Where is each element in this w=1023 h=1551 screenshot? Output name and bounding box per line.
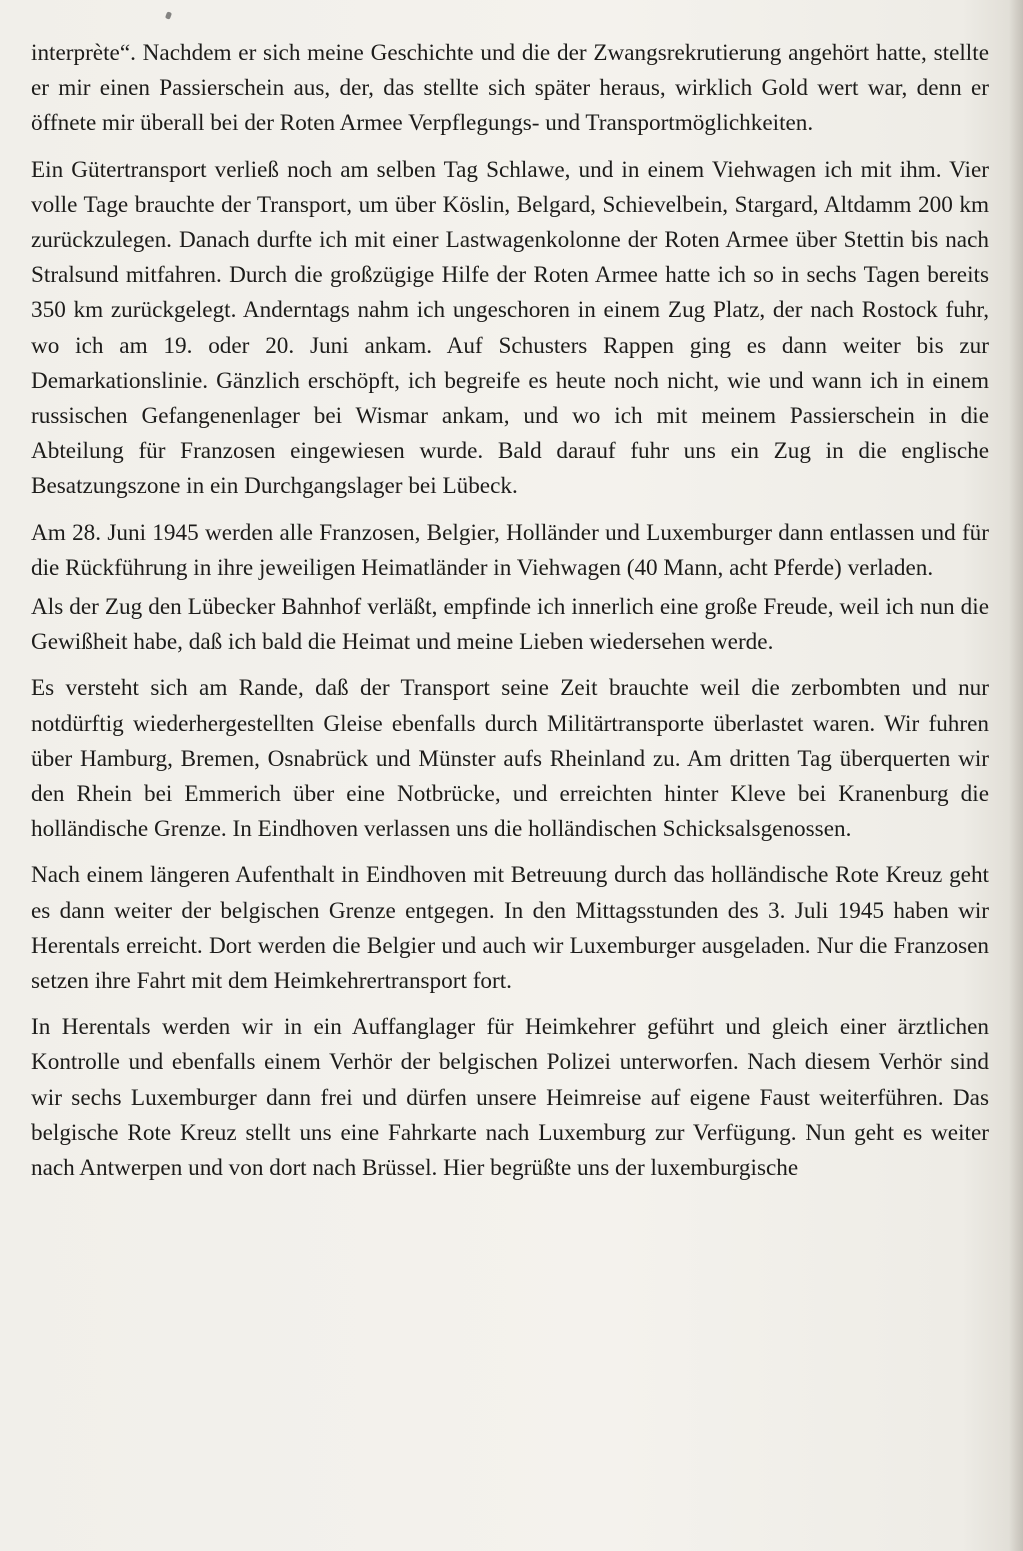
paragraph: Nach einem längeren Aufenthalt in Eindhoven mit Betreuung durch das holländische Rote Kreuz geht es dann weiter der belgischen Grenze entgegen. In den Mittagsstunden des 3. Juli 1945 haben wir Herentals erreicht. Dort werden die Belgier und auch wir Luxemburger ausgeladen. Nur die Franzosen setzen ihre Fahrt mit dem Heimkehrertransport fort.	[31, 862, 989, 995]
paragraph: Als der Zug den Lübecker Bahnhof verläßt, empfinde ich innerlich eine große Freude, weil ich nun die Gewißheit habe, daß ich bald die Heimat und meine Lieben wiedersehen werde.	[31, 594, 989, 656]
paragraph: Es versteht sich am Rande, daß der Transport seine Zeit brauchte weil die zerbombten und nur notdürftig wiederhergestellten Gleise ebenfalls durch Militärtransporte überlastet waren. Wir fuhren über Hamburg, Bremen, Osnabrück und Münster aufs Rheinland zu. Am dritten Tag überquerten wir den Rhein bei Emmerich über eine Notbrücke, und erreichten hinter Kleve bei Kranenburg die holländische Grenze. In Eindhoven verlassen uns die holländischen Schicksalsgenossen.	[31, 675, 989, 843]
paragraph: Am 28. Juni 1945 werden alle Franzosen, Belgier, Holländer und Luxemburger dann entlassen und für die Rückführung in ihre jeweiligen Heimatländer in Viehwagen (40 Mann, acht Pferde) verladen.	[31, 519, 989, 581]
ink-speck	[165, 11, 172, 19]
paragraph: Ein Gütertransport verließ noch am selben Tag Schlawe, und in einem Viehwagen ich mit ihm. Vier volle Tage brauchte der Transport, um über Köslin, Belgard, Schievelbein, Stargard, Altdamm 200 km zurückzulegen. Danach durfte ich mit einer Lastwagenkolonne der Roten Armee über Stettin bis nach Stralsund mitfahren. Durch die großzügige Hilfe der Roten Armee hatte ich so in sechs Tagen bereits 350 km zurückgelegt. Anderntags nahm ich ungeschoren in einem Zug Platz, der nach Rostock fuhr, wo ich am 19. oder 20. Juni ankam. Auf Schusters Rappen ging es dann weiter bis zur Demarkationslinie. Gänzlich erschöpft, ich begreife es heute noch nicht, wie und wann ich in einem russischen Gefangenenlager bei Wismar ankam, und wo ich mit meinem Passierschein in die Abteilung für Franzosen eingewiesen wurde. Bald darauf fuhr uns ein Zug in die englische Besatzungszone in ein Durchgangslager bei Lübeck.	[31, 156, 989, 500]
paragraph: In Herentals werden wir in ein Auffanglager für Heimkehrer geführt und gleich einer ärztlichen Kontrolle und ebenfalls einem Verhör der belgischen Polizei unterworfen. Nach diesem Verhör sind wir sechs Luxemburger dann frei und dürfen unsere Heimreise auf eigene Faust weiterführen. Das belgische Rote Kreuz stellt uns eine Fahrkarte nach Luxemburg zur Verfügung. Nun geht es weiter nach Antwerpen und von dort nach Brüssel. Hier begrüßte uns der luxemburgische	[31, 1014, 989, 1182]
body-text	[31, 36, 989, 1186]
page-edge-shadow	[1009, 0, 1023, 1551]
paragraph: interprète“. Nachdem er sich meine Geschichte und die der Zwangsrekrutierung angehört hatte, stellte er mir einen Passierschein aus, der, das stellte sich später heraus, wirklich Gold wert war, denn er öffnete mir überall bei der Roten Armee Verpflegungs- und Transportmöglichkeiten.	[31, 40, 989, 137]
